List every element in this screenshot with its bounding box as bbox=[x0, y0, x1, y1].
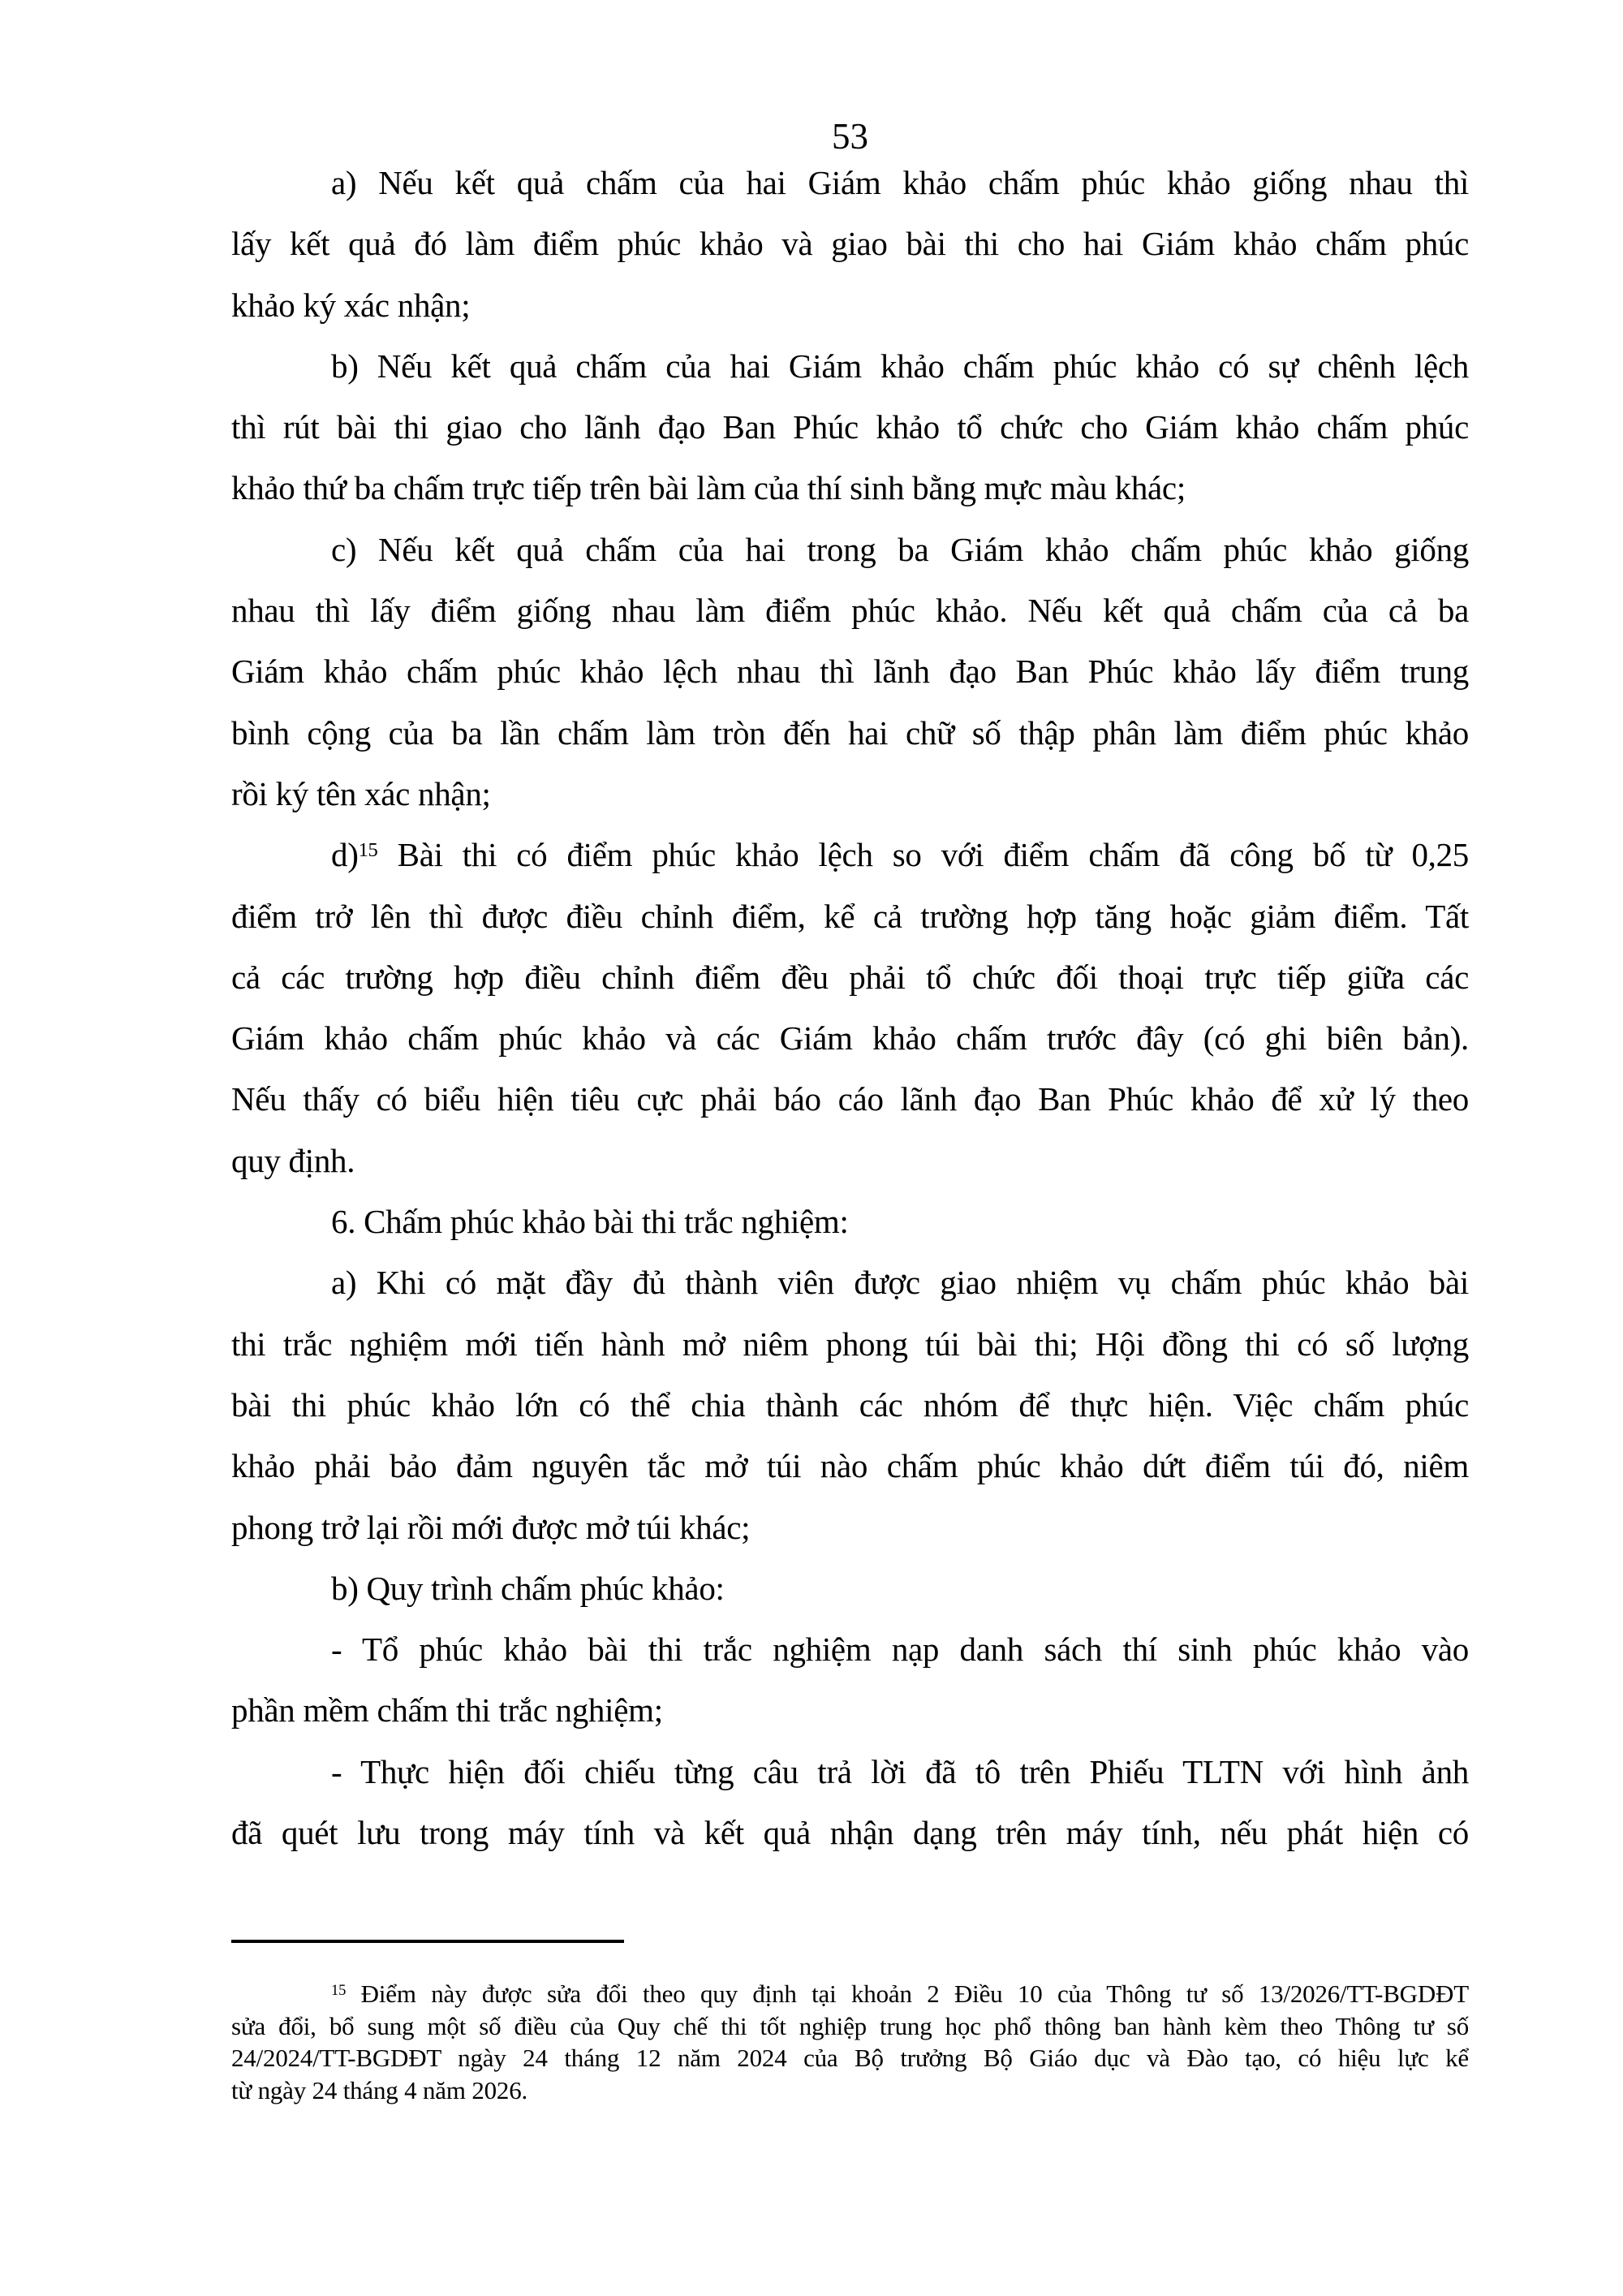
document-body bbox=[231, 153, 1469, 1863]
text-line: khảo thứ ba chấm trực tiếp trên bài làm của thí sinh bằng mực màu khác; bbox=[231, 469, 1186, 507]
text-segment: d) bbox=[331, 836, 359, 874]
text-line: b) Nếu kết quả chấm của hai Giám khảo chấm phúc khảo có sự chênh lệch bbox=[331, 347, 1469, 385]
text-line: Giám khảo chấm phúc khảo và các Giám khảo chấm trước đây (có ghi biên bản). bbox=[231, 1019, 1469, 1058]
text-line bbox=[231, 1978, 1469, 2010]
text-line: - Tổ phúc khảo bài thi trắc nghiệm nạp danh sách thí sinh phúc khảo vào bbox=[331, 1630, 1469, 1669]
text-line: Nếu thấy có biểu hiện tiêu cực phải báo cáo lãnh đạo Ban Phúc khảo để xử lý theo bbox=[231, 1080, 1469, 1118]
footnote-reference: 15 bbox=[358, 838, 378, 861]
text-line: a) Khi có mặt đầy đủ thành viên được giao nhiệm vụ chấm phúc khảo bài bbox=[331, 1264, 1469, 1302]
text-line: khảo ký xác nhận; bbox=[231, 286, 471, 324]
text-line: đã quét lưu trong máy tính và kết quả nhận dạng trên máy tính, nếu phát hiện có bbox=[231, 1814, 1469, 1852]
text-line: bình cộng của ba lần chấm làm tròn đến hai chữ số thập phân làm điểm phúc khảo bbox=[231, 713, 1469, 752]
text-line: từ ngày 24 tháng 4 năm 2026. bbox=[231, 2075, 528, 2104]
text-line: bài thi phúc khảo lớn có thể chia thành các nhóm để thực hiện. Việc chấm phúc bbox=[231, 1385, 1469, 1424]
text-line: phong trở lại rồi mới được mở túi khác; bbox=[231, 1508, 751, 1546]
text-segment: Bài thi có điểm phúc khảo lệch so với điểm chấm đã công bố từ 0,25 bbox=[377, 836, 1469, 874]
footnote bbox=[231, 1978, 1469, 2106]
text-segment: Điểm này được sửa đổi theo quy định tại khoản 2 Điều 10 của Thông tư số 13/2026/TT-BGDĐT bbox=[346, 1979, 1469, 2008]
text-line: khảo phải bảo đảm nguyên tắc mở túi nào chấm phúc khảo dứt điểm túi đó, niêm bbox=[231, 1447, 1469, 1485]
text-line: c) Nếu kết quả chấm của hai trong ba Giám khảo chấm phúc khảo giống bbox=[331, 530, 1469, 568]
text-line: rồi ký tên xác nhận; bbox=[231, 774, 491, 812]
text-line: lấy kết quả đó làm điểm phúc khảo và giao bài thi cho hai Giám khảo chấm phúc bbox=[231, 225, 1469, 263]
page-number: 53 bbox=[832, 116, 868, 157]
text-line: thì rút bài thi giao cho lãnh đạo Ban Phúc khảo tổ chức cho Giám khảo chấm phúc bbox=[231, 408, 1469, 446]
text-line: quy định. bbox=[231, 1141, 355, 1179]
text-line: sửa đổi, bổ sung một số điều của Quy chế thi tốt nghiệp trung học phổ thông ban hành kèm theo Thông tư số bbox=[231, 2011, 1469, 2040]
text-line: a) Nếu kết quả chấm của hai Giám khảo chấm phúc khảo giống nhau thì bbox=[331, 164, 1469, 201]
text-line: 6. Chấm phúc khảo bài thi trắc nghiệm: bbox=[331, 1203, 849, 1241]
text-line: thi trắc nghiệm mới tiến hành mở niêm phong túi bài thi; Hội đồng thi có số lượng bbox=[231, 1325, 1469, 1363]
text-line: 24/2024/TT-BGDĐT ngày 24 tháng 12 năm 2024 của Bộ trưởng Bộ Giáo dục và Đào tạo, có hiệu lực kể bbox=[231, 2044, 1469, 2073]
text-line: b) Quy trình chấm phúc khảo: bbox=[331, 1569, 725, 1607]
text-line: phần mềm chấm thi trắc nghiệm; bbox=[231, 1691, 663, 1730]
text-line: Giám khảo chấm phúc khảo lệch nhau thì lãnh đạo Ban Phúc khảo lấy điểm trung bbox=[231, 653, 1469, 691]
footnote-separator bbox=[231, 1940, 624, 1943]
footnote-reference: 15 bbox=[331, 1981, 347, 1999]
text-line: điểm trở lên thì được điều chỉnh điểm, kể cả trường hợp tăng hoặc giảm điểm. Tất bbox=[231, 897, 1469, 935]
text-line: cả các trường hợp điều chỉnh điểm đều phải tổ chức đối thoại trực tiếp giữa các bbox=[231, 958, 1469, 996]
text-line: - Thực hiện đối chiếu từng câu trả lời đã tô trên Phiếu TLTN với hình ảnh bbox=[331, 1752, 1469, 1790]
text-line bbox=[231, 825, 1469, 885]
text-line: nhau thì lấy điểm giống nhau làm điểm phúc khảo. Nếu kết quả chấm của cả ba bbox=[231, 592, 1469, 630]
